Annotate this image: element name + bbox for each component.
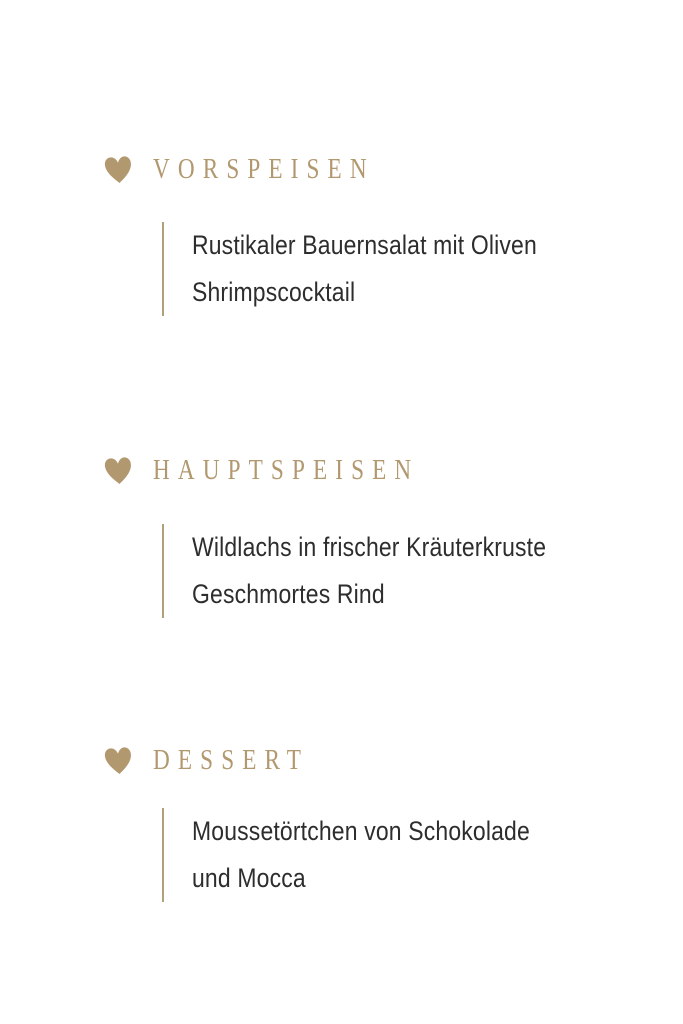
heart-icon	[102, 743, 135, 776]
section-title: DESSERT	[153, 744, 309, 776]
section-header	[103, 453, 486, 487]
menu-item: Shrimpscocktail	[192, 277, 356, 307]
section-items	[162, 808, 592, 902]
section-title: VORSPEISEN	[153, 153, 375, 185]
section-title: HAUPTSPEISEN	[153, 454, 420, 486]
menu-item: Geschmortes Rind	[192, 579, 385, 609]
heart-icon	[102, 152, 135, 185]
heart-icon	[102, 453, 135, 486]
section-header	[103, 743, 348, 777]
section-items	[162, 524, 592, 618]
section-header	[103, 152, 430, 186]
menu-item: Moussetörtchen von Schokolade	[192, 816, 530, 846]
section-items	[162, 222, 592, 316]
menu-item: Rustikaler Bauernsalat mit Oliven	[192, 230, 537, 260]
menu-item: und Mocca	[192, 863, 306, 893]
menu-item: Wildlachs in frischer Kräuterkruste	[192, 532, 547, 562]
